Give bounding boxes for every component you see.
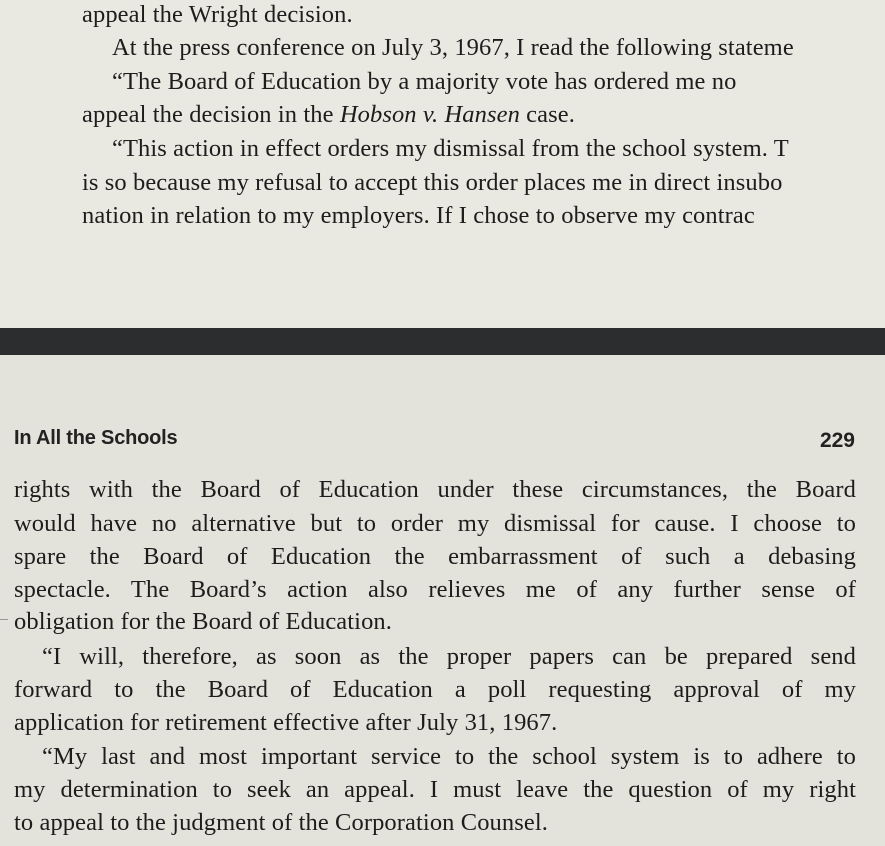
- text-line: “The Board of Education by a majority vote has ordered me no: [112, 68, 737, 95]
- text-line: my determination to seek an appeal. I must leave the question of my right: [14, 776, 856, 803]
- bottom-page: [0, 355, 885, 846]
- text-line: would have no alternative but to order my dismissal for cause. I choose to: [14, 510, 856, 537]
- page-divider: [0, 328, 885, 355]
- text-line: forward to the Board of Education a poll requesting approval of my: [14, 676, 856, 703]
- text-line: appeal the Wright decision.: [82, 1, 353, 28]
- text-span: case.: [519, 101, 575, 128]
- top-page: [0, 0, 885, 328]
- text-line: “My last and most important service to the school system is to adhere to: [42, 743, 856, 770]
- text-line: is so because my refusal to accept this order places me in direct insubo: [82, 169, 783, 196]
- text-line: spectacle. The Board’s action also relieves me of any further sense of: [14, 576, 856, 603]
- text-span: appeal the decision in the: [82, 101, 340, 128]
- text-line: to appeal to the judgment of the Corporation Counsel.: [14, 809, 548, 836]
- text-line: “This action in effect orders my dismissal from the school system. T: [112, 135, 789, 162]
- text-line: obligation for the Board of Education.: [14, 608, 393, 635]
- margin-mark: [0, 619, 8, 620]
- text-line: nation in relation to my employers. If I chose to observe my contrac: [82, 202, 755, 229]
- text-line: At the press conference on July 3, 1967, I read the following stateme: [112, 34, 794, 61]
- running-head: In All the Schools: [14, 427, 178, 449]
- page-number: 229: [819, 429, 855, 452]
- text-line: application for retirement effective after July 31, 1967.: [14, 709, 558, 736]
- text-line: [82, 100, 575, 130]
- case-name: Hobson v. Hansen: [339, 101, 520, 128]
- text-line: spare the Board of Education the embarrassment of such a debasing: [14, 543, 856, 570]
- text-line: “I will, therefore, as soon as the proper papers can be prepared send: [42, 643, 856, 670]
- text-line: rights with the Board of Education under these circumstances, the Board: [14, 476, 856, 503]
